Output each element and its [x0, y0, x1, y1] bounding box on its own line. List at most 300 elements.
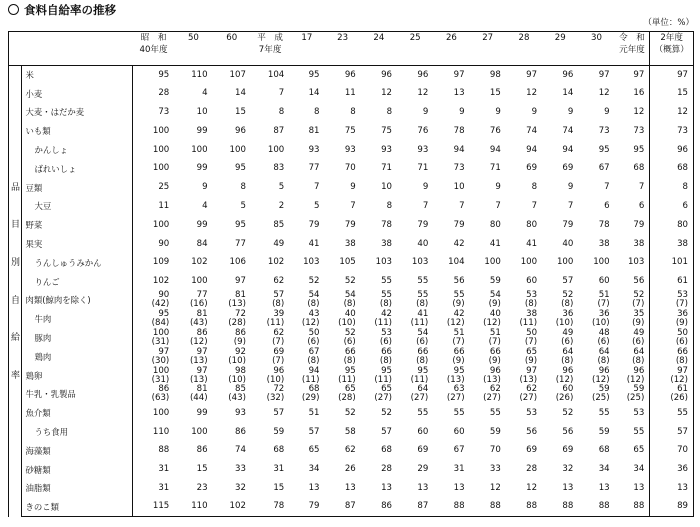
value: 2 [278, 200, 285, 211]
value: 97 [677, 69, 688, 80]
value-cell [289, 272, 324, 291]
value: 15 [677, 88, 688, 99]
value-cell [361, 141, 397, 160]
value: 73 [598, 125, 610, 136]
value: 13 [453, 482, 465, 493]
value: 36 [677, 309, 688, 320]
value-cell [578, 441, 614, 460]
value: 100 [152, 328, 170, 339]
value: 62 [344, 445, 356, 456]
value: 52 [633, 290, 645, 301]
value-cell [506, 310, 542, 329]
value: 110 [191, 69, 208, 80]
value: 53 [633, 407, 645, 418]
column-header-bottom: 7年度 [258, 45, 282, 55]
value: 13 [598, 482, 610, 493]
value-calorie-basis: (44) [189, 393, 208, 404]
value: 81 [308, 125, 320, 136]
value: 73 [453, 163, 465, 174]
value: 55 [453, 407, 465, 418]
value-cell [361, 122, 397, 141]
value-calorie-basis: (9) [524, 355, 538, 366]
value-calorie-basis: (6) [379, 337, 393, 348]
value: 8 [386, 200, 393, 211]
value-cell [650, 366, 694, 385]
value: 26 [344, 464, 356, 475]
value-cell [289, 460, 324, 479]
value: 69 [273, 346, 285, 357]
value-cell [578, 66, 614, 85]
value-cell [289, 347, 324, 366]
value: 77 [196, 290, 208, 301]
value-cell [133, 84, 174, 103]
value-cell [542, 441, 578, 460]
value-cell [133, 272, 174, 291]
value: 8 [386, 106, 393, 117]
value-calorie-basis: (12) [626, 374, 645, 385]
table-row [9, 479, 694, 498]
value-cell [615, 141, 650, 160]
value-cell [213, 385, 251, 404]
value: 11 [158, 200, 170, 211]
value-cell [615, 347, 650, 366]
value: 7 [350, 200, 356, 211]
value-cell [213, 366, 251, 385]
value-cell [397, 385, 433, 404]
value: 38 [344, 238, 356, 249]
value-cell [578, 216, 614, 235]
value-calorie-basis: (26) [670, 393, 688, 404]
value: 80 [677, 219, 688, 230]
column-header-top: 30 [591, 33, 602, 43]
value-cell [289, 310, 324, 329]
value: 100 [191, 144, 208, 155]
value-cell [289, 253, 324, 272]
value: 110 [152, 426, 170, 437]
value-cell [433, 235, 469, 254]
column-header-bottom [213, 44, 251, 56]
value: 8 [682, 182, 688, 193]
value: 40 [417, 238, 429, 249]
value-cell [213, 347, 251, 366]
value-cell [174, 385, 212, 404]
value-cell [133, 103, 174, 122]
value: 102 [229, 501, 246, 512]
value-calorie-basis: (7) [632, 299, 645, 310]
value: 96 [235, 125, 246, 136]
value: 70 [344, 163, 356, 174]
value: 66 [417, 346, 429, 357]
value: 60 [453, 426, 465, 437]
value: 12 [677, 106, 688, 117]
value: 100 [191, 426, 208, 437]
row-label: りんご [22, 272, 133, 291]
value: 13 [562, 482, 574, 493]
value-cell [251, 178, 289, 197]
value-calorie-basis: (43) [228, 393, 246, 404]
value: 62 [273, 276, 285, 287]
value-cell [615, 84, 650, 103]
value: 87 [344, 501, 356, 512]
value-cell [433, 498, 469, 517]
table-row [9, 197, 694, 216]
column-header [650, 32, 694, 66]
value: 86 [196, 328, 208, 339]
value: 97 [196, 346, 208, 357]
row-label: 肉類(鯨肉を除く) [22, 291, 133, 310]
value-calorie-basis: (27) [446, 393, 465, 404]
value-cell [174, 272, 212, 291]
value-calorie-basis: (11) [410, 318, 429, 329]
value-cell [325, 66, 361, 85]
row-label: うんしゅうみかん [22, 253, 133, 272]
row-label: きのこ類 [22, 498, 133, 517]
value: 76 [489, 125, 501, 136]
value-cell [542, 366, 578, 385]
value-cell [578, 385, 614, 404]
value: 66 [453, 346, 465, 357]
value: 53 [526, 290, 538, 301]
value: 4 [202, 88, 208, 99]
value: 94 [526, 144, 538, 155]
value: 73 [677, 125, 688, 136]
value-cell [397, 479, 433, 498]
value-cell [470, 66, 506, 85]
value-cell [174, 479, 212, 498]
table-row [9, 159, 694, 178]
value-cell [542, 291, 578, 310]
value: 94 [308, 365, 320, 376]
value-cell [433, 460, 469, 479]
value-cell [133, 460, 174, 479]
column-header-bottom [325, 44, 361, 56]
category-char: 自 [10, 295, 20, 306]
value-cell [251, 122, 289, 141]
value-calorie-basis: (7) [452, 337, 465, 348]
value-cell [433, 216, 469, 235]
value-cell [615, 423, 650, 442]
value-cell [542, 498, 578, 517]
value-cell [289, 216, 324, 235]
value-cell [433, 423, 469, 442]
value-cell [470, 272, 506, 291]
value: 50 [526, 328, 538, 339]
value-calorie-basis: (25) [591, 393, 610, 404]
value: 96 [273, 365, 285, 376]
value-cell [470, 178, 506, 197]
row-label: 大豆 [22, 197, 133, 216]
value-cell [289, 291, 324, 310]
value-cell [506, 103, 542, 122]
value: 59 [598, 426, 610, 437]
value-cell [470, 347, 506, 366]
value: 60 [562, 384, 574, 395]
value-calorie-basis: (8) [272, 299, 285, 310]
value-calorie-basis: (7) [675, 299, 688, 310]
value-cell [433, 103, 469, 122]
value-cell [433, 310, 469, 329]
value: 79 [562, 219, 574, 230]
value-cell [174, 178, 212, 197]
value: 9 [604, 106, 610, 117]
value-cell [506, 441, 542, 460]
value: 53 [677, 290, 688, 301]
value-cell [578, 404, 614, 423]
value-cell [542, 272, 578, 291]
value: 13 [453, 88, 465, 99]
value-cell [251, 66, 289, 85]
value: 105 [339, 257, 356, 268]
value: 78 [598, 219, 610, 230]
column-header-bottom: 40年度 [139, 45, 168, 55]
value: 71 [381, 163, 393, 174]
value: 64 [633, 346, 645, 357]
value: 51 [598, 290, 610, 301]
value-calorie-basis: (8) [524, 299, 538, 310]
value-cell [578, 197, 614, 216]
value: 81 [196, 384, 208, 395]
value: 40 [562, 238, 574, 249]
value: 13 [417, 482, 429, 493]
table-row [9, 235, 694, 254]
value-cell [174, 235, 212, 254]
table-row [9, 423, 694, 442]
value-cell [213, 253, 251, 272]
value: 86 [235, 328, 246, 339]
value: 100 [267, 144, 285, 155]
value-cell [615, 235, 650, 254]
value-cell [578, 103, 614, 122]
value: 55 [417, 290, 429, 301]
value: 36 [598, 309, 610, 320]
value: 36 [562, 309, 574, 320]
circle-icon [8, 4, 19, 15]
value-cell [615, 103, 650, 122]
value: 9 [202, 182, 208, 193]
value: 95 [235, 163, 246, 174]
value-cell [289, 498, 324, 517]
column-header-bottom [578, 44, 614, 56]
value: 96 [562, 69, 574, 80]
value-cell [325, 385, 361, 404]
value: 6 [604, 200, 610, 211]
value-cell [397, 423, 433, 442]
value-cell [397, 291, 433, 310]
value-cell [361, 235, 397, 254]
value: 9 [459, 106, 465, 117]
value: 52 [344, 328, 356, 339]
value-cell [433, 66, 469, 85]
value: 55 [677, 407, 688, 418]
value: 104 [448, 257, 465, 268]
value-cell [433, 159, 469, 178]
table-body [9, 66, 694, 517]
value-cell [542, 423, 578, 442]
value: 96 [381, 69, 393, 80]
value-cell [433, 272, 469, 291]
value-cell [506, 404, 542, 423]
value-cell [470, 385, 506, 404]
value-calorie-basis: (28) [228, 318, 246, 329]
value-cell [174, 347, 212, 366]
value-cell [133, 253, 174, 272]
value: 70 [489, 445, 501, 456]
value: 96 [344, 69, 356, 80]
value-cell [289, 479, 324, 498]
value-calorie-basis: (6) [307, 337, 320, 348]
value-cell [433, 84, 469, 103]
value-cell [397, 441, 433, 460]
value-calorie-basis: (28) [338, 393, 356, 404]
value-cell [397, 329, 433, 348]
category-char: 別 [10, 258, 20, 268]
value-cell [542, 235, 578, 254]
value-cell [361, 216, 397, 235]
value: 9 [495, 106, 501, 117]
value: 31 [273, 464, 285, 475]
row-label: 鶏卵 [22, 366, 133, 385]
value-cell [433, 441, 469, 460]
value: 68 [677, 163, 688, 174]
value: 100 [152, 163, 170, 174]
value-calorie-basis: (12) [446, 318, 465, 329]
value: 34 [598, 464, 610, 475]
value: 13 [677, 482, 688, 493]
value: 6 [682, 200, 688, 211]
value-calorie-basis: (6) [561, 337, 574, 348]
value-cell [506, 197, 542, 216]
value-cell [251, 479, 289, 498]
value: 79 [308, 219, 320, 230]
value-cell [325, 253, 361, 272]
row-label: かんしょ [22, 141, 133, 160]
page-title [8, 2, 116, 18]
value-cell [213, 84, 251, 103]
value-cell [615, 291, 650, 310]
value-calorie-basis: (8) [597, 355, 610, 366]
value-cell [650, 122, 694, 141]
value: 31 [453, 464, 465, 475]
value-cell [578, 366, 614, 385]
value-cell [433, 197, 469, 216]
value: 88 [526, 501, 538, 512]
column-header-top: 50 [187, 33, 199, 43]
value-cell [506, 291, 542, 310]
value-cell [325, 366, 361, 385]
value-calorie-basis: (8) [632, 355, 645, 366]
value: 87 [417, 501, 429, 512]
value: 77 [308, 163, 320, 174]
value: 103 [375, 257, 393, 268]
value: 28 [526, 464, 538, 475]
value: 13 [633, 482, 645, 493]
value-calorie-basis: (8) [561, 355, 574, 366]
value: 38 [677, 238, 688, 249]
value-cell [506, 122, 542, 141]
value-cell [361, 498, 397, 517]
value-cell [325, 272, 361, 291]
value: 79 [453, 219, 465, 230]
value-cell [650, 291, 694, 310]
value-cell [361, 291, 397, 310]
value: 33 [235, 464, 246, 475]
value-cell [650, 347, 694, 366]
table-row [9, 103, 694, 122]
value-calorie-basis: (7) [272, 355, 285, 366]
value: 42 [453, 309, 465, 320]
value-cell [133, 329, 174, 348]
value-cell [213, 178, 251, 197]
value-calorie-basis: (11) [374, 318, 393, 329]
column-header-top: 27 [482, 33, 494, 43]
value: 95 [417, 365, 429, 376]
value-calorie-basis: (9) [233, 337, 246, 348]
value: 57 [308, 426, 320, 437]
value-cell [361, 84, 397, 103]
value: 95 [453, 365, 465, 376]
value-cell [615, 178, 650, 197]
value: 97 [633, 69, 645, 80]
value: 12 [633, 106, 645, 117]
value: 65 [381, 384, 393, 395]
value: 79 [417, 219, 429, 230]
value-cell [650, 385, 694, 404]
value: 51 [453, 328, 465, 339]
value: 13 [381, 482, 393, 493]
value-cell [650, 310, 694, 329]
value: 76 [417, 125, 429, 136]
value-cell [251, 141, 289, 160]
row-label: 豆類 [22, 178, 133, 197]
table-row [9, 404, 694, 423]
value: 42 [381, 309, 393, 320]
value-cell [361, 272, 397, 291]
value: 88 [598, 501, 610, 512]
value: 87 [273, 125, 285, 136]
value-calorie-basis: (13) [519, 374, 538, 385]
value-cell [650, 66, 694, 85]
column-header [213, 32, 251, 66]
value: 38 [526, 309, 538, 320]
column-header [361, 32, 397, 66]
value-cell [174, 404, 212, 423]
table-row [9, 385, 694, 404]
value-cell [433, 366, 469, 385]
value-cell [615, 479, 650, 498]
row-label: 魚介類 [22, 404, 133, 423]
value: 66 [489, 346, 501, 357]
value-cell [133, 235, 174, 254]
value-cell [289, 66, 324, 85]
value: 102 [152, 276, 170, 287]
value: 38 [381, 238, 393, 249]
value-cell [506, 423, 542, 442]
value-cell [615, 310, 650, 329]
value: 15 [235, 106, 246, 117]
value: 94 [489, 144, 501, 155]
value-cell [361, 385, 397, 404]
value-cell [133, 441, 174, 460]
value: 11 [344, 88, 356, 99]
value: 73 [633, 125, 645, 136]
value-cell [433, 291, 469, 310]
value-calorie-basis: (7) [488, 337, 501, 348]
value-cell [174, 216, 212, 235]
value: 10 [381, 182, 393, 193]
value-cell [251, 253, 289, 272]
value-cell [361, 178, 397, 197]
column-header [325, 32, 361, 66]
